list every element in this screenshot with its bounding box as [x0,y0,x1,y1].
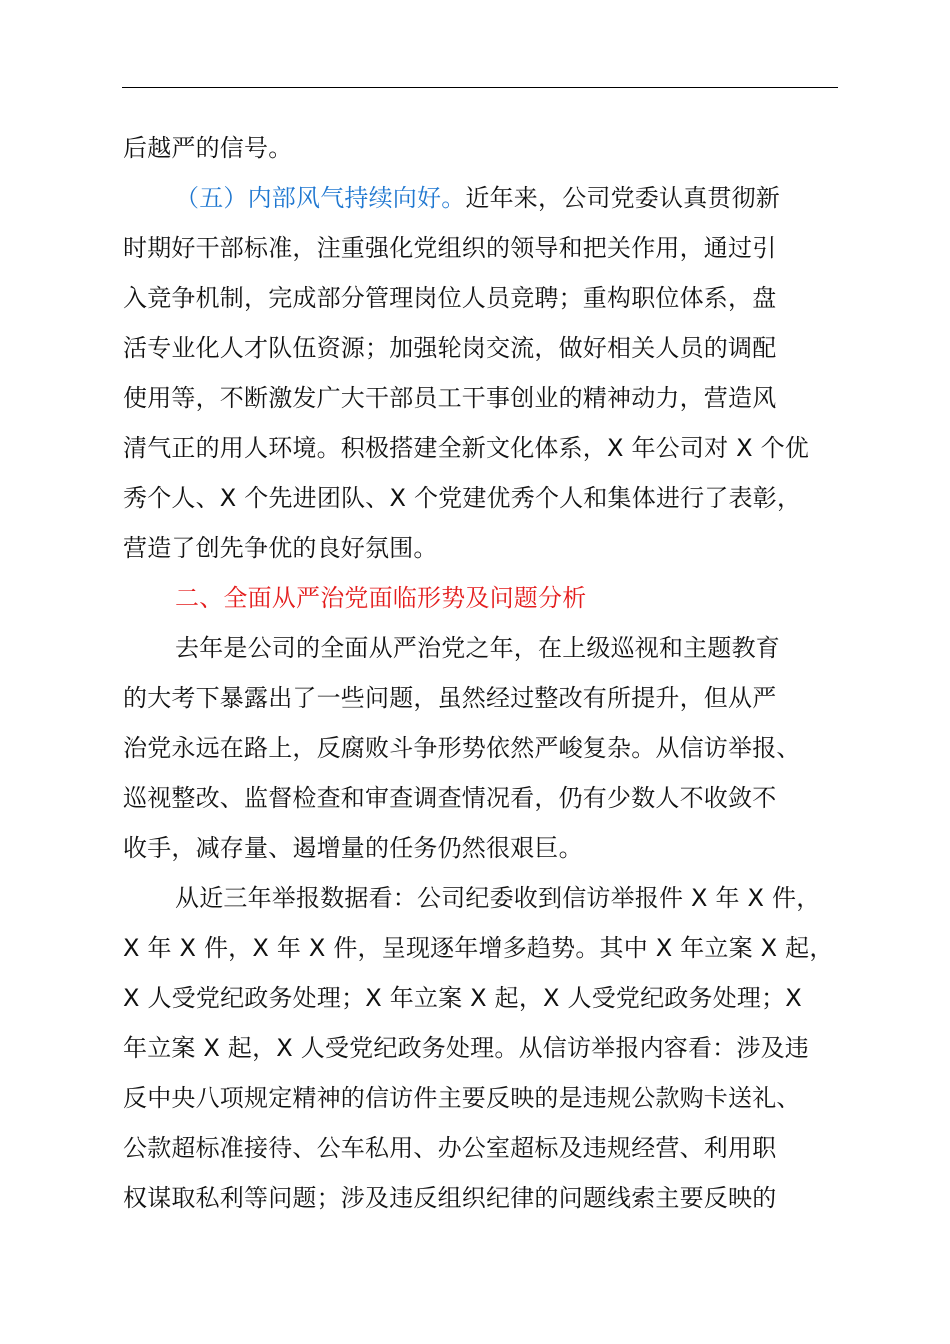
paragraph-line: 巡视整改、监督检查和审查调查情况看，仍有少数人不收敛不 [123,784,777,812]
paragraph-text: 近年来，公司党委认真贯彻新 [465,184,781,212]
paragraph-line: 权谋取私利等问题；涉及违反组织纪律的问题线索主要反映的 [123,1184,777,1212]
paragraph-line [175,183,895,213]
paragraph-line: 入竞争机制，完成部分管理岗位人员竞聘；重构职位体系，盘 [123,284,777,312]
paragraph-line: 治党永远在路上，反腐败斗争形势依然严峻复杂。从信访举报、 [123,734,801,762]
paragraph-line: 从近三年举报数据看：公司纪委收到信访举报件 X 年 X 件， [175,884,821,912]
paragraph-line: 的大考下暴露出了一些问题，虽然经过整改有所提升，但从严 [123,684,777,712]
paragraph-line: 活专业化人才队伍资源；加强轮岗交流，做好相关人员的调配 [123,334,777,362]
paragraph-line: 秀个人、X 个先进团队、X 个党建优秀个人和集体进行了表彰， [123,484,802,512]
paragraph-line: 公款超标准接待、公车私用、办公室超标及违规经营、利用职 [123,1134,777,1162]
paragraph-line: 反中央八项规定精神的信访件主要反映的是违规公款购卡送礼、 [123,1084,801,1112]
paragraph-line: 时期好干部标准，注重强化党组织的领导和把关作用，通过引 [123,234,777,262]
header-rule [122,87,838,88]
paragraph-line: 使用等，不断激发广大干部员工干事创业的精神动力，营造风 [123,384,777,412]
paragraph-line: 年立案 X 起，X 人受党纪政务处理。从信访举报内容看：涉及违 [123,1034,809,1062]
paragraph-line: 收手，减存量、遏增量的任务仍然很艰巨。 [123,834,583,862]
paragraph-line: X 年 X 件，X 年 X 件，呈现逐年增多趋势。其中 X 年立案 X 起， [123,934,834,962]
section-heading-two: 二、全面从严治党面临形势及问题分析 [175,584,587,612]
paragraph-line: 清气正的用人环境。积极搭建全新文化体系，X 年公司对 X 个优 [123,434,809,462]
paragraph-line: 去年是公司的全面从严治党之年，在上级巡视和主题教育 [175,634,780,662]
paragraph-line: 后越严的信号。 [123,134,293,162]
paragraph-line: 营造了创先争优的良好氛围。 [123,534,438,562]
paragraph-line: X 人受党纪政务处理；X 年立案 X 起，X 人受党纪政务处理；X [123,984,802,1012]
subheading-five: （五）内部风气持续向好。 [175,184,466,212]
